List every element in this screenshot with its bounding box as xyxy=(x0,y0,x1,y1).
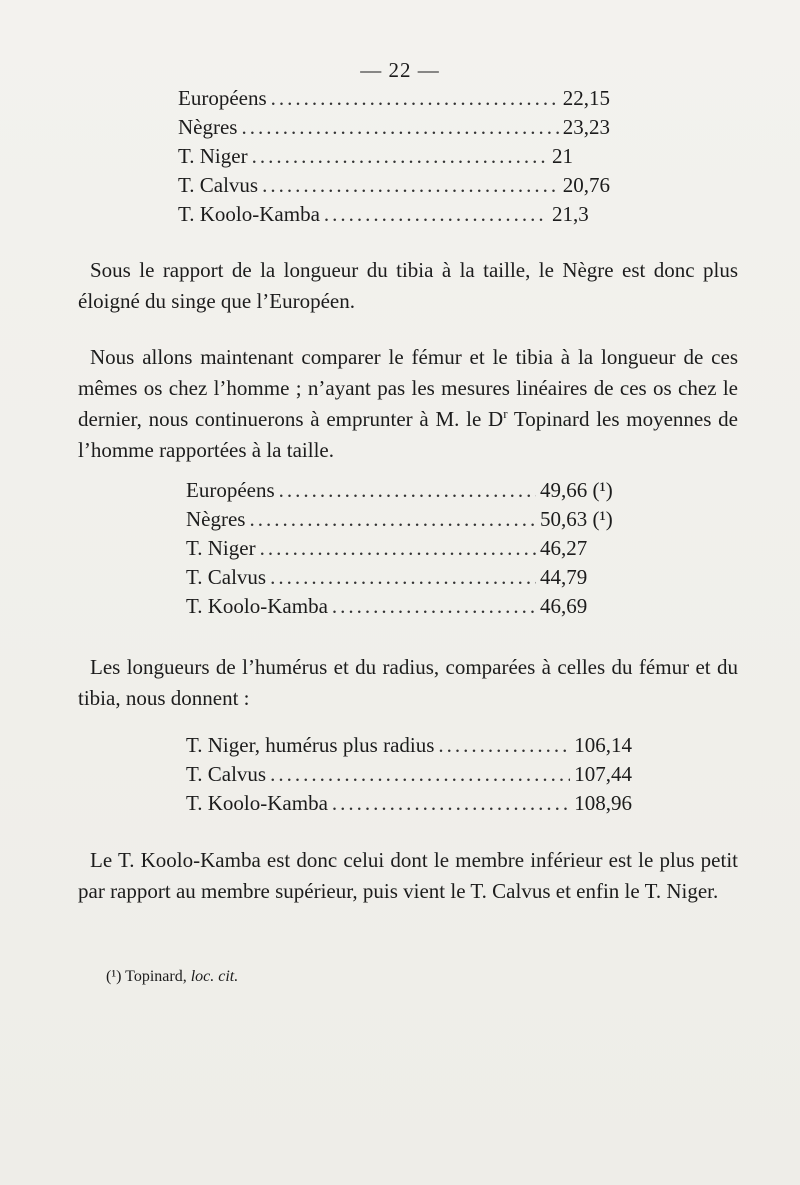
paragraph-text: Le T. Koolo-Kamba est donc celui dont le membre inférieur est le plus petit par rapport au membre supérieur, puis vient le T. Calvus et enfin le T. Niger. xyxy=(78,848,738,903)
table-row xyxy=(186,762,632,791)
row-value: 23,23 xyxy=(562,115,610,139)
row-value: 20,76 xyxy=(562,173,610,197)
table-row xyxy=(186,791,632,820)
paragraph xyxy=(78,342,738,466)
footnote-ref: (¹) xyxy=(592,507,613,531)
footnote xyxy=(106,968,238,986)
table-row xyxy=(186,536,632,565)
paragraph xyxy=(78,255,738,317)
row-value: 108,96 xyxy=(574,791,632,815)
table-row xyxy=(186,565,632,594)
row-value: 21 xyxy=(552,144,573,168)
footnote-mark: (¹) Topinard, xyxy=(106,968,191,985)
limb-ratio-table xyxy=(186,733,632,820)
row-label: Européens xyxy=(186,478,275,502)
row-value: 46,27 xyxy=(540,536,588,560)
table-row xyxy=(186,507,632,536)
table-row xyxy=(178,202,610,231)
paragraph-text: Sous le rapport de la longueur du tibia à la taille, le Nègre est donc plus éloigné du singe que l’Européen. xyxy=(78,258,738,313)
row-value: 50,63 (¹) xyxy=(540,507,613,531)
row-label: T. Calvus xyxy=(186,565,267,589)
row-label: T. Koolo-Kamba xyxy=(186,594,328,618)
row-value: 107,44 xyxy=(574,762,632,786)
row-label: T. Koolo-Kamba xyxy=(178,202,320,226)
tibia-ratio-table xyxy=(178,86,610,231)
row-label: T. Calvus xyxy=(178,173,259,197)
row-value: 44,79 xyxy=(540,565,588,589)
table-row xyxy=(186,478,632,507)
superscript: r xyxy=(503,406,508,421)
table-row xyxy=(186,733,632,762)
femur-ratio-table xyxy=(186,478,632,623)
row-label: Nègres xyxy=(178,115,238,139)
page-number: — 22 — xyxy=(360,58,440,82)
row-label: Européens xyxy=(178,86,267,110)
row-label: T. Calvus xyxy=(186,762,267,786)
footnote-ref: (¹) xyxy=(592,478,613,502)
row-value: 106,14 xyxy=(574,733,632,757)
row-label: Nègres xyxy=(186,507,246,531)
table-row xyxy=(178,173,610,202)
table-row xyxy=(178,115,610,144)
row-label: T. Koolo-Kamba xyxy=(186,791,328,815)
table-row xyxy=(186,594,632,623)
paragraph xyxy=(78,845,738,907)
table-row xyxy=(178,86,610,115)
paragraph xyxy=(78,652,738,714)
paragraph-text: Nous allons maintenant comparer le fémur et le tibia à la longueur de ces mêmes os chez l’homme ; n’ayant pas les mesures linéaires de ces os chez le dernier, nous continuerons à emprunter à M. le $D^r$ Topinard les moyennes de l’homme rapportées à la taille. xyxy=(78,345,738,462)
row-value: 22,15 xyxy=(562,86,610,110)
row-value: 49,66 (¹) xyxy=(540,478,613,502)
table-row xyxy=(178,144,610,173)
row-value: 46,69 xyxy=(540,594,588,618)
footnote-reference: loc. cit. xyxy=(190,968,239,985)
row-value: 21,3 xyxy=(552,202,589,226)
row-label: T. Niger, humérus plus radius xyxy=(186,733,435,757)
row-label: T. Niger xyxy=(186,536,256,560)
row-label: T. Niger xyxy=(178,144,248,168)
paragraph-text: Les longueurs de l’humérus et du radius, comparées à celles du fémur et du tibia, nous donnent : xyxy=(78,655,738,710)
